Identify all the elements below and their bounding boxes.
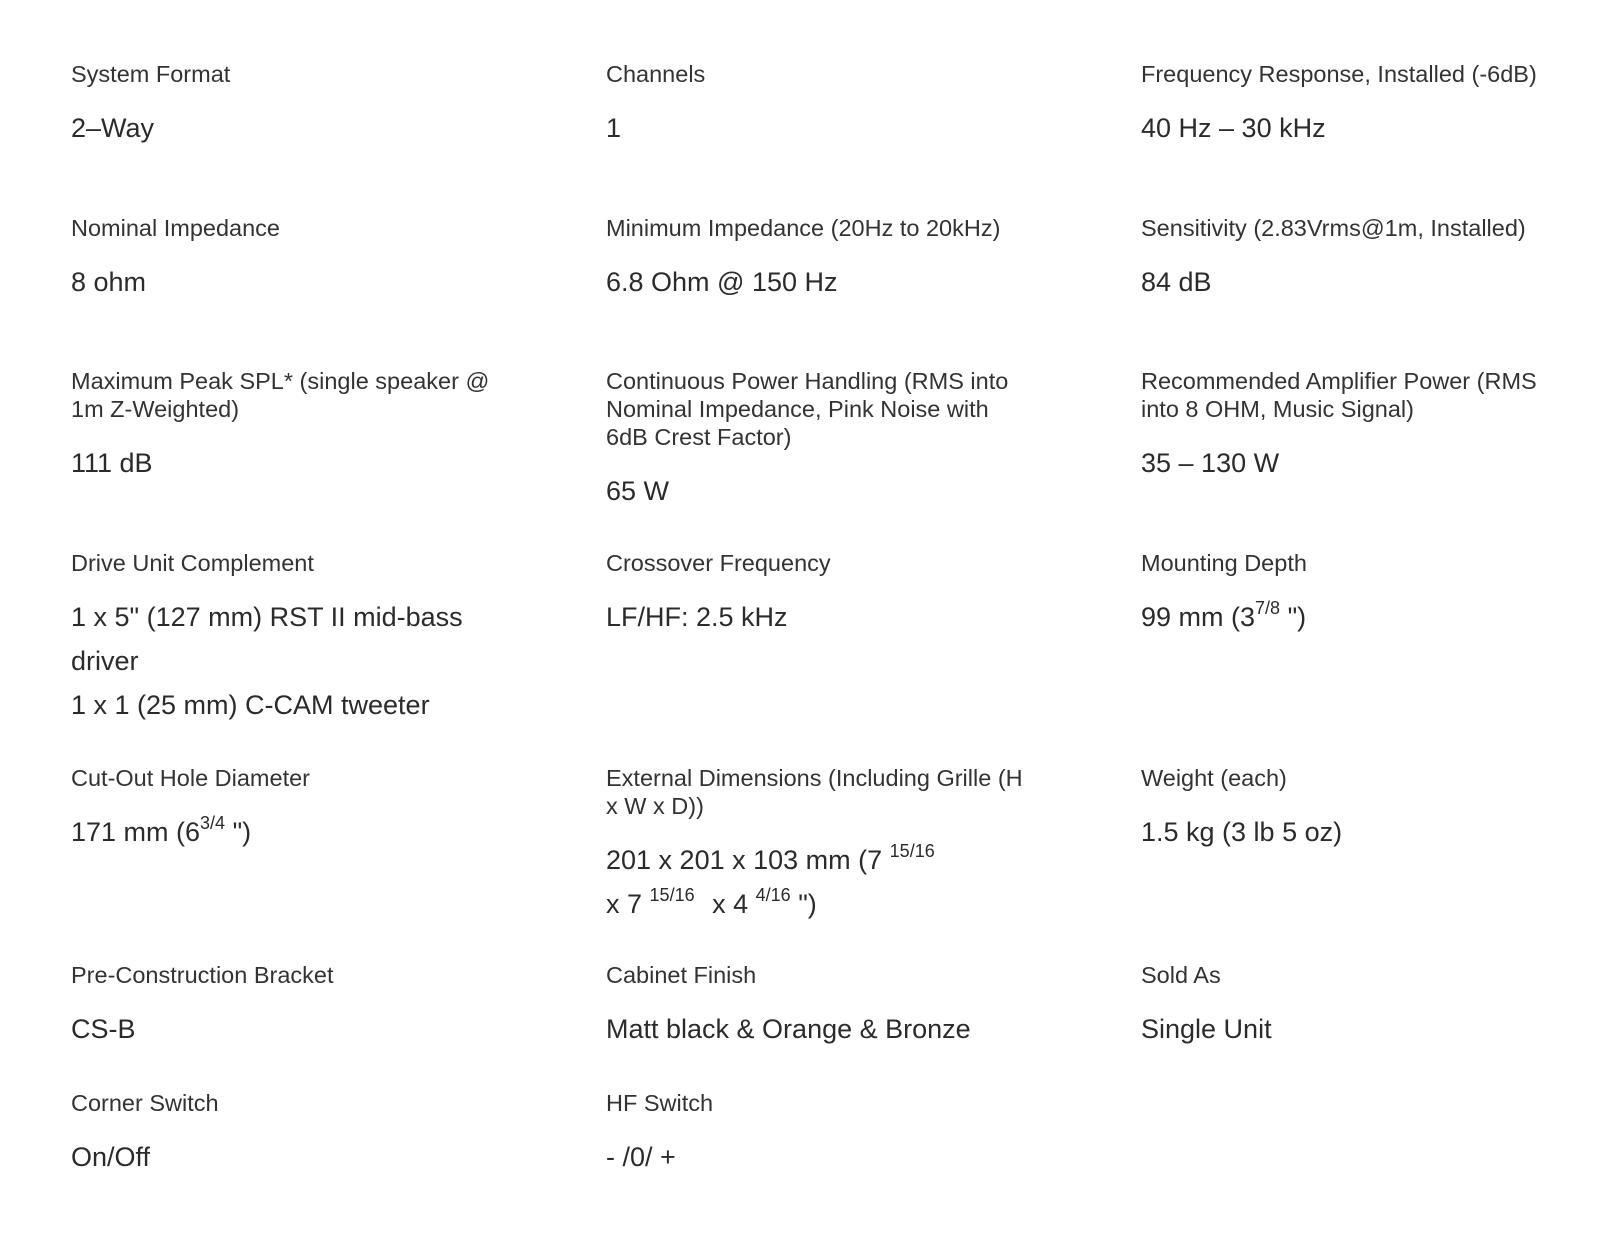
- spec-value: 1.5 kg (3 lb 5 oz): [1141, 817, 1343, 847]
- spec-value-tail: "): [225, 817, 252, 847]
- spec-pre-construction-bracket: [71, 961, 511, 1051]
- spec-value: 8 ohm: [71, 267, 147, 297]
- spec-value-part: 201 x 201 x 103 mm (7: [606, 845, 883, 875]
- spec-crossover-frequency: [606, 549, 1026, 639]
- spec-value: - /0/ +: [606, 1142, 676, 1172]
- spec-label: Cabinet Finish: [606, 962, 757, 988]
- spec-drive-unit-complement: [71, 549, 511, 727]
- spec-corner-switch: [71, 1089, 511, 1179]
- spec-external-dimensions: [606, 764, 1026, 926]
- spec-label: Cut-Out Hole Diameter: [71, 765, 310, 791]
- spec-label: System Format: [71, 61, 231, 87]
- spec-value-main: 99 mm (3: [1141, 602, 1256, 632]
- spec-label: Continuous Power Handling (RMS into Nominal Impedance, Pink Noise with 6dB Crest Factor): [606, 368, 1009, 450]
- spec-value-line: 1 x 1 (25 mm) C-CAM tweeter: [71, 690, 430, 720]
- spec-label: Channels: [606, 61, 706, 87]
- spec-label: Corner Switch: [71, 1090, 219, 1116]
- spec-value: 111 dB: [71, 448, 153, 478]
- spec-value: 2–Way: [71, 113, 155, 143]
- spec-sensitivity: [1141, 214, 1581, 304]
- spec-value: 35 – 130 W: [1141, 448, 1280, 478]
- spec-value-tail: "): [790, 889, 817, 919]
- spec-label: Weight (each): [1141, 765, 1287, 791]
- spec-maximum-peak-spl: [71, 367, 511, 485]
- spec-value: On/Off: [71, 1142, 151, 1172]
- spec-value: 84 dB: [1141, 267, 1212, 297]
- spec-value: 1: [606, 113, 622, 143]
- spec-label: Pre-Construction Bracket: [71, 962, 334, 988]
- spec-frequency-response: [1141, 60, 1581, 150]
- spec-value: LF/HF: 2.5 kHz: [606, 602, 788, 632]
- spec-value-part: x 7: [606, 889, 643, 919]
- spec-label: External Dimensions (Including Grille (H x W x D)): [606, 765, 1023, 819]
- spec-nominal-impedance: [71, 214, 511, 304]
- spec-hf-switch: [606, 1089, 1026, 1179]
- spec-weight: [1141, 764, 1581, 854]
- spec-label: Nominal Impedance: [71, 215, 280, 241]
- spec-value-line: 1 x 5" (127 mm) RST II mid-bass driver: [71, 602, 463, 676]
- spec-value-tail: "): [1280, 602, 1307, 632]
- spec-label: Frequency Response, Installed (-6dB): [1141, 61, 1537, 87]
- spec-value-fraction: 15/16: [889, 841, 935, 861]
- spec-value: 6.8 Ohm @ 150 Hz: [606, 267, 838, 297]
- spec-cut-out-hole-diameter: [71, 764, 511, 854]
- spec-label: Sensitivity (2.83Vrms@1m, Installed): [1141, 215, 1526, 241]
- spec-label: HF Switch: [606, 1090, 714, 1116]
- spec-value-fraction: 4/16: [755, 885, 791, 905]
- spec-value-fraction: 15/16: [649, 885, 695, 905]
- spec-continuous-power-handling: [606, 367, 1026, 513]
- spec-system-format: [71, 60, 511, 150]
- spec-label: Drive Unit Complement: [71, 550, 314, 576]
- spec-channels: [606, 60, 1026, 150]
- spec-label: Sold As: [1141, 962, 1221, 988]
- spec-sold-as: [1141, 961, 1581, 1051]
- spec-label: Crossover Frequency: [606, 550, 831, 576]
- spec-value: CS-B: [71, 1014, 136, 1044]
- spec-value: Single Unit: [1141, 1014, 1272, 1044]
- spec-value: 65 W: [606, 476, 670, 506]
- spec-cabinet-finish: [606, 961, 1026, 1051]
- spec-value: [1141, 595, 1581, 639]
- spec-value: [71, 810, 511, 854]
- spec-value: Matt black & Orange & Bronze: [606, 1014, 971, 1044]
- spec-value-line: [606, 838, 1026, 882]
- spec-label: Minimum Impedance (20Hz to 20kHz): [606, 215, 1001, 241]
- spec-value: 40 Hz – 30 kHz: [1141, 113, 1326, 143]
- spec-label: Recommended Amplifier Power (RMS into 8 OHM, Music Signal): [1141, 368, 1537, 422]
- spec-value-main: 171 mm (6: [71, 817, 201, 847]
- spec-value-fraction: 3/4: [200, 813, 226, 833]
- spec-value: [71, 595, 511, 727]
- spec-label: Maximum Peak SPL* (single speaker @ 1m Z-Weighted): [71, 368, 490, 422]
- spec-recommended-amplifier-power: [1141, 367, 1581, 485]
- spec-value-fraction: 7/8: [1255, 598, 1281, 618]
- spec-minimum-impedance: [606, 214, 1026, 304]
- spec-value-line: [606, 882, 1026, 926]
- spec-value: [606, 838, 1026, 926]
- spec-mounting-depth: [1141, 549, 1581, 639]
- spec-label: Mounting Depth: [1141, 550, 1307, 576]
- spec-value-part: x 4: [712, 889, 749, 919]
